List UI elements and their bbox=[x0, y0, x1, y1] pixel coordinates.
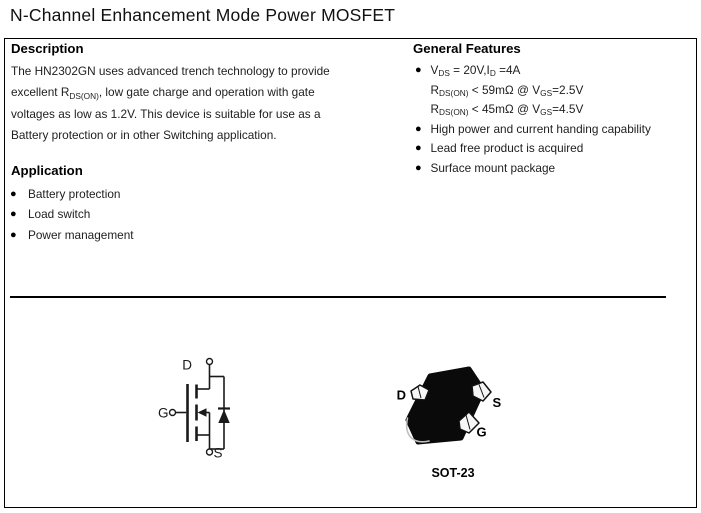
application-list bbox=[10, 184, 390, 245]
source-label: S bbox=[213, 445, 223, 461]
bullet-icon: ● bbox=[415, 64, 422, 76]
gate-and-channel bbox=[188, 384, 197, 442]
bullet-icon: ● bbox=[10, 208, 17, 221]
package-drain-label: D bbox=[396, 387, 406, 403]
package-gate-label: G bbox=[476, 424, 487, 440]
page-title: N-Channel Enhancement Mode Power MOSFET bbox=[10, 5, 396, 25]
general-features-heading: General Features bbox=[413, 41, 521, 56]
description-line: The HN2302GN uses advanced trench technology to provide bbox=[11, 64, 330, 78]
bullet-icon: ● bbox=[10, 188, 17, 200]
bullet-icon: ● bbox=[10, 228, 17, 241]
list-item bbox=[415, 81, 693, 101]
feature-label: $R_{DS(ON)} < 45m\Omega$ @ $V_{GS}=4.5V$ bbox=[430, 102, 584, 118]
schematic-wires bbox=[176, 365, 225, 450]
feature-label: Surface mount package bbox=[430, 160, 556, 175]
description-heading: Description bbox=[11, 41, 84, 56]
application-item-label: Load switch bbox=[28, 207, 91, 222]
terminal-circles bbox=[170, 359, 213, 456]
drain-label: D bbox=[182, 357, 192, 373]
list-item bbox=[10, 225, 390, 245]
application-item-label: Battery protection bbox=[28, 187, 121, 201]
general-features-list bbox=[415, 61, 693, 179]
list-item bbox=[415, 120, 693, 140]
feature-label: $R_{DS(ON)} < 59m\Omega$ @ $V_{GS}=2.5V$ bbox=[430, 82, 584, 98]
list-item bbox=[415, 159, 693, 179]
package-name: SOT-23 bbox=[431, 466, 475, 480]
list-item bbox=[10, 204, 390, 224]
application-item-label: Power management bbox=[28, 227, 134, 242]
list-item bbox=[415, 139, 693, 159]
section-divider bbox=[10, 296, 666, 298]
description-line: excellent $R_{DS(ON)}$, low gate charge and operation with gate bbox=[11, 85, 315, 101]
description-text bbox=[11, 61, 397, 147]
list-item bbox=[10, 184, 390, 204]
bullet-icon: ● bbox=[415, 142, 422, 155]
package-source-label: S bbox=[492, 395, 502, 410]
bullet-icon: ● bbox=[415, 122, 422, 135]
bullet-icon: ● bbox=[415, 161, 422, 174]
mosfet-schematic bbox=[140, 345, 260, 490]
list-item bbox=[415, 61, 693, 81]
body-arrow bbox=[198, 408, 207, 416]
list-item bbox=[415, 100, 693, 120]
description-line: Battery protection or in other Switching application. bbox=[11, 128, 277, 143]
feature-label: $V_{DS} = 20V,I_D =4A$ bbox=[430, 63, 521, 79]
description-line: voltages as low as 1.2V. This device is suitable for use as a bbox=[11, 106, 321, 121]
gate-label: G bbox=[157, 405, 169, 421]
body-diode bbox=[218, 409, 230, 424]
feature-label: Lead free product is acquired bbox=[430, 141, 584, 156]
sot23-package-drawing bbox=[390, 358, 516, 450]
feature-label: High power and current handing capability bbox=[430, 121, 651, 136]
application-heading: Application bbox=[11, 163, 83, 178]
